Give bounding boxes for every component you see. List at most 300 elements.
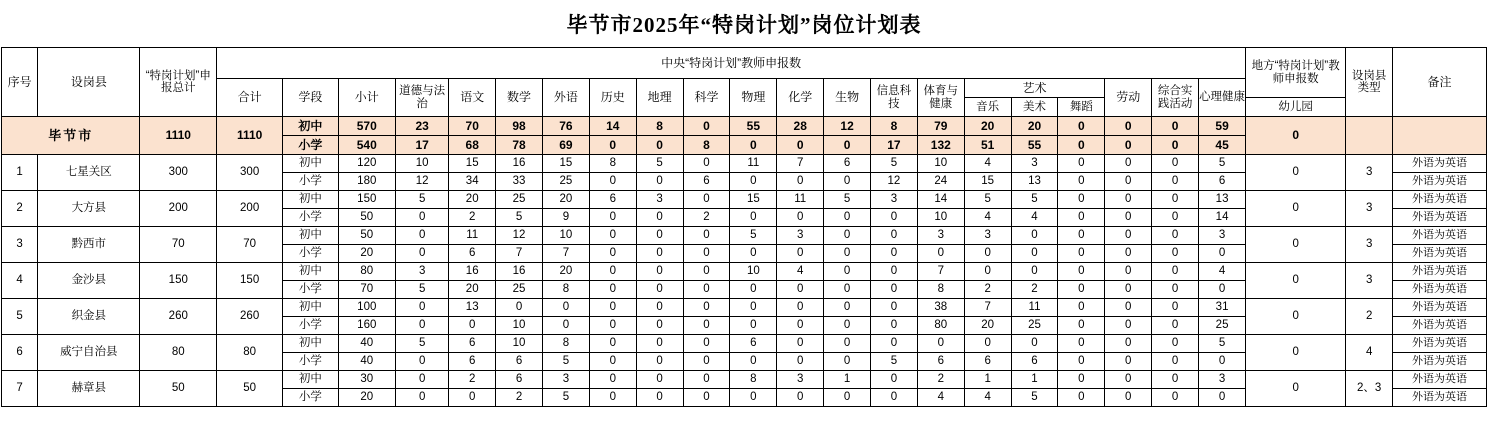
row-value: 0 bbox=[636, 371, 683, 389]
header-art-fineart: 美术 bbox=[1011, 98, 1058, 117]
row-art-dance: 0 bbox=[1058, 173, 1105, 191]
row-value: 0 bbox=[636, 317, 683, 335]
plan-table bbox=[1, 47, 1487, 407]
summary-value: 69 bbox=[542, 136, 589, 155]
header-subject-morality: 道德与法治 bbox=[396, 79, 449, 117]
row-value: 0 bbox=[589, 353, 636, 371]
row-value: 13 bbox=[449, 299, 496, 317]
row-art-dance: 0 bbox=[1058, 317, 1105, 335]
row-all: 80 bbox=[217, 335, 283, 371]
summary-value: 0 bbox=[824, 136, 871, 155]
row-stage: 小学 bbox=[283, 173, 338, 191]
header-art-music: 音乐 bbox=[964, 98, 1011, 117]
row-total: 260 bbox=[140, 299, 217, 335]
row-value: 5 bbox=[396, 281, 449, 299]
row-remark: 外语为英语 bbox=[1393, 389, 1487, 407]
row-value: 5 bbox=[496, 209, 543, 227]
row-value: 0 bbox=[396, 299, 449, 317]
row-value: 0 bbox=[683, 281, 730, 299]
row-value: 34 bbox=[449, 173, 496, 191]
summary-value: 12 bbox=[824, 117, 871, 136]
row-stage: 初中 bbox=[283, 155, 338, 173]
row-value: 16 bbox=[449, 263, 496, 281]
row-value: 0 bbox=[683, 155, 730, 173]
row-seq: 5 bbox=[2, 299, 38, 335]
summary-value: 28 bbox=[777, 117, 824, 136]
row-value: 3 bbox=[871, 191, 918, 209]
row-value: 24 bbox=[917, 173, 964, 191]
row-value: 6 bbox=[824, 155, 871, 173]
summary-value: 78 bbox=[496, 136, 543, 155]
row-stage: 小学 bbox=[283, 245, 338, 263]
row-art-fineart: 0 bbox=[1011, 335, 1058, 353]
row-value: 12 bbox=[871, 173, 918, 191]
row-labor: 0 bbox=[1105, 299, 1152, 317]
row-value: 0 bbox=[589, 173, 636, 191]
row-value: 5 bbox=[542, 353, 589, 371]
row-value: 0 bbox=[396, 209, 449, 227]
row-subtotal: 50 bbox=[338, 227, 396, 245]
row-value: 10 bbox=[496, 335, 543, 353]
row-value: 10 bbox=[917, 155, 964, 173]
row-value: 8 bbox=[730, 371, 777, 389]
row-value: 3 bbox=[917, 227, 964, 245]
row-value: 10 bbox=[542, 227, 589, 245]
header-seq: 序号 bbox=[2, 48, 38, 117]
row-kindergarten: 0 bbox=[1246, 263, 1346, 299]
row-labor: 0 bbox=[1105, 263, 1152, 281]
row-value: 5 bbox=[871, 353, 918, 371]
row-value: 11 bbox=[777, 191, 824, 209]
header-kindergarten: 幼儿园 bbox=[1246, 98, 1346, 117]
row-value: 0 bbox=[636, 209, 683, 227]
row-labor: 0 bbox=[1105, 353, 1152, 371]
row-labor: 0 bbox=[1105, 335, 1152, 353]
row-value: 0 bbox=[824, 335, 871, 353]
row-stage: 小学 bbox=[283, 317, 338, 335]
row-value: 8 bbox=[917, 281, 964, 299]
summary-all: 1110 bbox=[217, 117, 283, 155]
row-county: 黔西市 bbox=[38, 227, 140, 263]
row-art-music: 4 bbox=[964, 209, 1011, 227]
summary-art-dance: 0 bbox=[1058, 117, 1105, 136]
row-subtotal: 160 bbox=[338, 317, 396, 335]
row-remark: 外语为英语 bbox=[1393, 371, 1487, 389]
row-value: 15 bbox=[730, 191, 777, 209]
row-value: 0 bbox=[824, 227, 871, 245]
table-header bbox=[2, 48, 1487, 117]
row-subtotal: 120 bbox=[338, 155, 396, 173]
row-kindergarten: 0 bbox=[1246, 191, 1346, 227]
row-labor: 0 bbox=[1105, 317, 1152, 335]
row-all: 70 bbox=[217, 227, 283, 263]
row-art-music: 2 bbox=[964, 281, 1011, 299]
row-value: 0 bbox=[777, 335, 824, 353]
table-row-summary bbox=[2, 117, 1487, 136]
row-value: 10 bbox=[917, 209, 964, 227]
row-art-dance: 0 bbox=[1058, 353, 1105, 371]
row-subtotal: 40 bbox=[338, 335, 396, 353]
row-subtotal: 20 bbox=[338, 389, 396, 407]
header-county: 设岗县 bbox=[38, 48, 140, 117]
row-seq: 2 bbox=[2, 191, 38, 227]
row-value: 0 bbox=[542, 317, 589, 335]
row-practice: 0 bbox=[1152, 227, 1199, 245]
row-type: 3 bbox=[1346, 263, 1393, 299]
row-labor: 0 bbox=[1105, 245, 1152, 263]
header-subject-practice: 综合实践活动 bbox=[1152, 79, 1199, 117]
row-art-dance: 0 bbox=[1058, 281, 1105, 299]
row-value: 0 bbox=[824, 317, 871, 335]
header-subject-foreign: 外语 bbox=[542, 79, 589, 117]
row-value: 20 bbox=[449, 281, 496, 299]
row-psych: 13 bbox=[1199, 191, 1246, 209]
row-art-music: 0 bbox=[964, 335, 1011, 353]
summary-labor: 0 bbox=[1105, 117, 1152, 136]
summary-value: 0 bbox=[730, 136, 777, 155]
row-value: 6 bbox=[449, 353, 496, 371]
header-subject-physics: 物理 bbox=[730, 79, 777, 117]
row-value: 38 bbox=[917, 299, 964, 317]
row-labor: 0 bbox=[1105, 155, 1152, 173]
row-value: 0 bbox=[683, 299, 730, 317]
row-value: 14 bbox=[917, 191, 964, 209]
row-all: 150 bbox=[217, 263, 283, 299]
row-value: 0 bbox=[589, 371, 636, 389]
header-subject-pe: 体育与健康 bbox=[917, 79, 964, 117]
row-remark: 外语为英语 bbox=[1393, 281, 1487, 299]
row-value: 0 bbox=[636, 245, 683, 263]
row-value: 0 bbox=[871, 371, 918, 389]
header-art-group: 艺术 bbox=[964, 79, 1105, 98]
row-art-music: 3 bbox=[964, 227, 1011, 245]
summary-value: 76 bbox=[542, 117, 589, 136]
row-value: 0 bbox=[871, 389, 918, 407]
row-art-fineart: 5 bbox=[1011, 191, 1058, 209]
row-art-fineart: 6 bbox=[1011, 353, 1058, 371]
row-value: 0 bbox=[824, 173, 871, 191]
row-art-dance: 0 bbox=[1058, 299, 1105, 317]
row-art-dance: 0 bbox=[1058, 335, 1105, 353]
header-art-dance: 舞蹈 bbox=[1058, 98, 1105, 117]
row-value: 5 bbox=[396, 335, 449, 353]
row-value: 8 bbox=[542, 281, 589, 299]
row-value: 2 bbox=[449, 371, 496, 389]
row-type: 4 bbox=[1346, 335, 1393, 371]
row-kindergarten: 0 bbox=[1246, 299, 1346, 335]
row-art-fineart: 2 bbox=[1011, 281, 1058, 299]
row-remark: 外语为英语 bbox=[1393, 263, 1487, 281]
row-art-music: 0 bbox=[964, 263, 1011, 281]
row-value: 0 bbox=[589, 245, 636, 263]
row-stage: 初中 bbox=[283, 227, 338, 245]
row-county: 威宁自治县 bbox=[38, 335, 140, 371]
header-central-group: 中央“特岗计划”教师申报数 bbox=[217, 48, 1246, 79]
row-art-music: 1 bbox=[964, 371, 1011, 389]
row-value: 0 bbox=[683, 227, 730, 245]
row-subtotal: 80 bbox=[338, 263, 396, 281]
row-art-dance: 0 bbox=[1058, 155, 1105, 173]
summary-value: 14 bbox=[589, 117, 636, 136]
row-seq: 6 bbox=[2, 335, 38, 371]
row-total: 200 bbox=[140, 191, 217, 227]
header-subject-science: 科学 bbox=[683, 79, 730, 117]
summary-remark bbox=[1393, 117, 1487, 155]
row-value: 0 bbox=[824, 263, 871, 281]
row-value: 0 bbox=[824, 389, 871, 407]
row-value: 4 bbox=[777, 263, 824, 281]
summary-value: 68 bbox=[449, 136, 496, 155]
row-total: 150 bbox=[140, 263, 217, 299]
row-value: 0 bbox=[589, 281, 636, 299]
row-value: 5 bbox=[730, 227, 777, 245]
row-type: 2、3 bbox=[1346, 371, 1393, 407]
row-value: 6 bbox=[730, 335, 777, 353]
header-total-apply: “特岗计划”申报总计 bbox=[140, 48, 217, 117]
row-remark: 外语为英语 bbox=[1393, 353, 1487, 371]
summary-value: 17 bbox=[871, 136, 918, 155]
row-value: 0 bbox=[496, 299, 543, 317]
header-subject-biology: 生物 bbox=[824, 79, 871, 117]
summary-value: 23 bbox=[396, 117, 449, 136]
summary-value: 55 bbox=[730, 117, 777, 136]
row-practice: 0 bbox=[1152, 245, 1199, 263]
summary-subtotal: 540 bbox=[338, 136, 396, 155]
row-psych: 4 bbox=[1199, 263, 1246, 281]
row-remark: 外语为英语 bbox=[1393, 209, 1487, 227]
row-value: 9 bbox=[542, 209, 589, 227]
row-practice: 0 bbox=[1152, 263, 1199, 281]
row-value: 0 bbox=[730, 245, 777, 263]
row-value: 0 bbox=[917, 335, 964, 353]
table-row bbox=[2, 191, 1487, 209]
row-value: 0 bbox=[730, 317, 777, 335]
row-art-dance: 0 bbox=[1058, 191, 1105, 209]
summary-value: 8 bbox=[871, 117, 918, 136]
row-value: 0 bbox=[730, 353, 777, 371]
row-value: 12 bbox=[396, 173, 449, 191]
row-value: 15 bbox=[449, 155, 496, 173]
row-art-dance: 0 bbox=[1058, 227, 1105, 245]
row-value: 0 bbox=[824, 281, 871, 299]
row-remark: 外语为英语 bbox=[1393, 155, 1487, 173]
row-seq: 1 bbox=[2, 155, 38, 191]
header-remark: 备注 bbox=[1393, 48, 1487, 117]
row-art-music: 15 bbox=[964, 173, 1011, 191]
row-value: 0 bbox=[396, 371, 449, 389]
row-value: 0 bbox=[777, 353, 824, 371]
row-remark: 外语为英语 bbox=[1393, 173, 1487, 191]
row-value: 0 bbox=[589, 209, 636, 227]
row-psych: 25 bbox=[1199, 317, 1246, 335]
row-stage: 小学 bbox=[283, 209, 338, 227]
header-county-type: 设岗县类型 bbox=[1346, 48, 1393, 117]
row-stage: 初中 bbox=[283, 191, 338, 209]
row-art-fineart: 0 bbox=[1011, 263, 1058, 281]
row-type: 2 bbox=[1346, 299, 1393, 335]
summary-value: 0 bbox=[589, 136, 636, 155]
row-total: 80 bbox=[140, 335, 217, 371]
row-value: 10 bbox=[730, 263, 777, 281]
header-subject-psych: 心理健康 bbox=[1199, 79, 1246, 117]
summary-value: 17 bbox=[396, 136, 449, 155]
row-art-dance: 0 bbox=[1058, 371, 1105, 389]
row-value: 0 bbox=[683, 353, 730, 371]
summary-value: 8 bbox=[636, 117, 683, 136]
row-subtotal: 70 bbox=[338, 281, 396, 299]
row-value: 0 bbox=[396, 317, 449, 335]
summary-psych: 59 bbox=[1199, 117, 1246, 136]
row-value: 25 bbox=[496, 191, 543, 209]
row-value: 0 bbox=[871, 317, 918, 335]
summary-value: 0 bbox=[777, 136, 824, 155]
row-kindergarten: 0 bbox=[1246, 371, 1346, 407]
row-value: 0 bbox=[871, 209, 918, 227]
row-art-music: 6 bbox=[964, 353, 1011, 371]
summary-psych: 45 bbox=[1199, 136, 1246, 155]
header-subject-math: 数学 bbox=[496, 79, 543, 117]
summary-value: 132 bbox=[917, 136, 964, 155]
row-value: 0 bbox=[871, 263, 918, 281]
summary-practice: 0 bbox=[1152, 117, 1199, 136]
row-value: 0 bbox=[683, 335, 730, 353]
row-psych: 6 bbox=[1199, 173, 1246, 191]
row-value: 0 bbox=[730, 173, 777, 191]
row-labor: 0 bbox=[1105, 227, 1152, 245]
row-practice: 0 bbox=[1152, 389, 1199, 407]
row-value: 0 bbox=[396, 353, 449, 371]
row-art-music: 4 bbox=[964, 155, 1011, 173]
row-value: 0 bbox=[636, 335, 683, 353]
row-value: 25 bbox=[542, 173, 589, 191]
row-practice: 0 bbox=[1152, 353, 1199, 371]
row-value: 0 bbox=[824, 353, 871, 371]
row-county: 织金县 bbox=[38, 299, 140, 335]
row-subtotal: 40 bbox=[338, 353, 396, 371]
row-value: 25 bbox=[496, 281, 543, 299]
row-stage: 初中 bbox=[283, 263, 338, 281]
row-value: 0 bbox=[636, 353, 683, 371]
row-psych: 3 bbox=[1199, 227, 1246, 245]
row-value: 0 bbox=[683, 191, 730, 209]
header-stage: 学段 bbox=[283, 79, 338, 117]
row-value: 0 bbox=[730, 389, 777, 407]
summary-value: 70 bbox=[449, 117, 496, 136]
row-art-fineart: 25 bbox=[1011, 317, 1058, 335]
page-title: 毕节市2025年“特岗计划”岗位计划表 bbox=[566, 13, 922, 37]
row-all: 200 bbox=[217, 191, 283, 227]
row-value: 20 bbox=[449, 191, 496, 209]
row-kindergarten: 0 bbox=[1246, 155, 1346, 191]
row-county: 金沙县 bbox=[38, 263, 140, 299]
summary-art-music: 20 bbox=[964, 117, 1011, 136]
row-remark: 外语为英语 bbox=[1393, 317, 1487, 335]
row-remark: 外语为英语 bbox=[1393, 335, 1487, 353]
table-row bbox=[2, 371, 1487, 389]
row-value: 6 bbox=[496, 371, 543, 389]
row-subtotal: 20 bbox=[338, 245, 396, 263]
row-value: 0 bbox=[636, 389, 683, 407]
header-subject-labor: 劳动 bbox=[1105, 79, 1152, 117]
row-value: 1 bbox=[824, 371, 871, 389]
row-total: 300 bbox=[140, 155, 217, 191]
row-subtotal: 50 bbox=[338, 209, 396, 227]
row-stage: 小学 bbox=[283, 281, 338, 299]
row-stage: 初中 bbox=[283, 371, 338, 389]
row-value: 0 bbox=[917, 245, 964, 263]
summary-city-name: 毕节市 bbox=[2, 117, 140, 155]
row-value: 0 bbox=[777, 299, 824, 317]
table-row bbox=[2, 155, 1487, 173]
row-value: 0 bbox=[777, 209, 824, 227]
row-remark: 外语为英语 bbox=[1393, 245, 1487, 263]
summary-value: 98 bbox=[496, 117, 543, 136]
row-labor: 0 bbox=[1105, 191, 1152, 209]
row-subtotal: 100 bbox=[338, 299, 396, 317]
table-body bbox=[2, 117, 1487, 407]
row-seq: 3 bbox=[2, 227, 38, 263]
row-value: 3 bbox=[396, 263, 449, 281]
row-value: 2 bbox=[496, 389, 543, 407]
row-value: 0 bbox=[824, 299, 871, 317]
header-subject-history: 历史 bbox=[589, 79, 636, 117]
row-practice: 0 bbox=[1152, 371, 1199, 389]
row-all: 50 bbox=[217, 371, 283, 407]
header-subject-chemistry: 化学 bbox=[777, 79, 824, 117]
row-seq: 7 bbox=[2, 371, 38, 407]
row-value: 7 bbox=[496, 245, 543, 263]
row-value: 3 bbox=[542, 371, 589, 389]
row-value: 0 bbox=[449, 317, 496, 335]
row-art-music: 7 bbox=[964, 299, 1011, 317]
summary-type bbox=[1346, 117, 1393, 155]
header-local-group: 地方“特岗计划”教师申报数 bbox=[1246, 48, 1346, 98]
row-value: 0 bbox=[589, 317, 636, 335]
row-county: 赫章县 bbox=[38, 371, 140, 407]
row-value: 0 bbox=[871, 227, 918, 245]
summary-value: 0 bbox=[636, 136, 683, 155]
row-value: 5 bbox=[824, 191, 871, 209]
row-value: 0 bbox=[589, 299, 636, 317]
row-value: 0 bbox=[589, 335, 636, 353]
row-value: 0 bbox=[871, 245, 918, 263]
row-stage: 初中 bbox=[283, 335, 338, 353]
row-value: 11 bbox=[449, 227, 496, 245]
row-art-dance: 0 bbox=[1058, 389, 1105, 407]
row-value: 5 bbox=[542, 389, 589, 407]
row-labor: 0 bbox=[1105, 371, 1152, 389]
row-value: 0 bbox=[396, 227, 449, 245]
row-value: 0 bbox=[683, 245, 730, 263]
row-all: 300 bbox=[217, 155, 283, 191]
row-art-dance: 0 bbox=[1058, 245, 1105, 263]
row-psych: 5 bbox=[1199, 155, 1246, 173]
row-value: 0 bbox=[730, 209, 777, 227]
row-type: 3 bbox=[1346, 227, 1393, 263]
row-subtotal: 150 bbox=[338, 191, 396, 209]
row-value: 0 bbox=[636, 263, 683, 281]
row-total: 70 bbox=[140, 227, 217, 263]
row-art-music: 0 bbox=[964, 245, 1011, 263]
row-stage: 小学 bbox=[283, 389, 338, 407]
row-practice: 0 bbox=[1152, 281, 1199, 299]
row-art-fineart: 4 bbox=[1011, 209, 1058, 227]
row-value: 33 bbox=[496, 173, 543, 191]
row-value: 6 bbox=[449, 335, 496, 353]
row-kindergarten: 0 bbox=[1246, 335, 1346, 371]
row-value: 7 bbox=[917, 263, 964, 281]
row-value: 0 bbox=[636, 299, 683, 317]
